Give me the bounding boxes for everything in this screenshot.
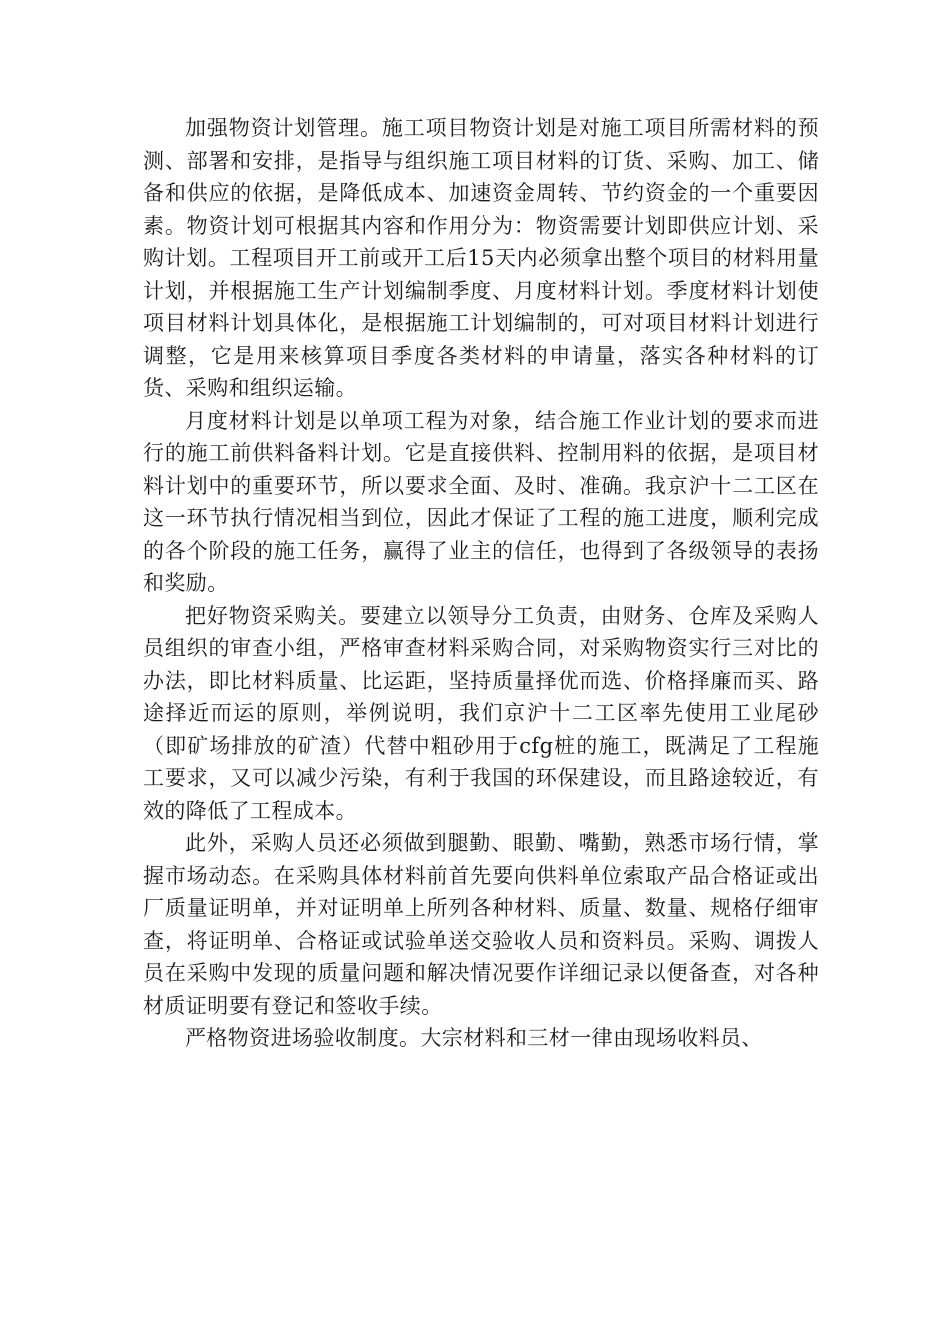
- paragraph-material-plan-management: 加强物资计划管理。施工项目物资计划是对施工项目所需材料的预测、部署和安排，是指导与组织施工项目材料的订货、采购、加工、储备和供应的依据，是降低成本、加速资金周转、节约资金的一个重要因素。物资计划可根据其内容和作用分为：物资需要计划即供应计划、采购计划。工程项目开工前或开工后15天内必须拿出整个项目的材料用量计划，并根据施工生产计划编制季度、月度材料计划。季度材料计划使项目材料计划具体化，是根据施工计划编制的，可对项目材料计划进行调整，它是用来核算项目季度各类材料的申请量，落实各种材料的订货、采购和组织运输。: [143, 116, 819, 400]
- body-text: [143, 112, 819, 1055]
- paragraph-procurement-control: 把好物资采购关。要建立以领导分工负责，由财务、仓库及采购人员组织的审查小组，严格审查材料采购合同，对采购物资实行三对比的办法，即比材料质量、比运距，坚持质量择优而选、价格择廉而买、路途择近而运的原则，举例说明，我们京沪十二工区率先使用工业尾砂（即矿场排放的矿渣）代替中粗砂用于cfg桩的施工，既满足了工程施工要求，又可以减少污染，有利于我国的环保建设，而且路途较近，有效的降低了工程成本。: [143, 603, 819, 823]
- paragraph-monthly-material-plan: 月度材料计划是以单项工程为对象，结合施工作业计划的要求而进行的施工前供料备料计划。它是直接供料、控制用料的依据，是项目材料计划中的重要环节，所以要求全面、及时、准确。我京沪十二工区在这一环节执行情况相当到位，因此才保证了工程的施工进度，顺利完成的各个阶段的施工任务，赢得了业主的信任，也得到了各级领导的表扬和奖励。: [143, 408, 819, 595]
- paragraph-purchaser-duties: 此外，采购人员还必须做到腿勤、眼勤、嘴勤，熟悉市场行情，掌握市场动态。在采购具体材料前首先要向供料单位索取产品合格证或出厂质量证明单，并对证明单上所列各种材料、质量、数量、规格仔细审查，将证明单、合格证或试验单送交验收人员和资料员。采购、调拨人员在采购中发现的质量问题和解决情况要作详细记录以便备查，对各种材质证明要有登记和签收手续。: [143, 831, 819, 1018]
- paragraph-acceptance-system: 严格物资进场验收制度。大宗材料和三材一律由现场收料员、: [185, 1026, 763, 1050]
